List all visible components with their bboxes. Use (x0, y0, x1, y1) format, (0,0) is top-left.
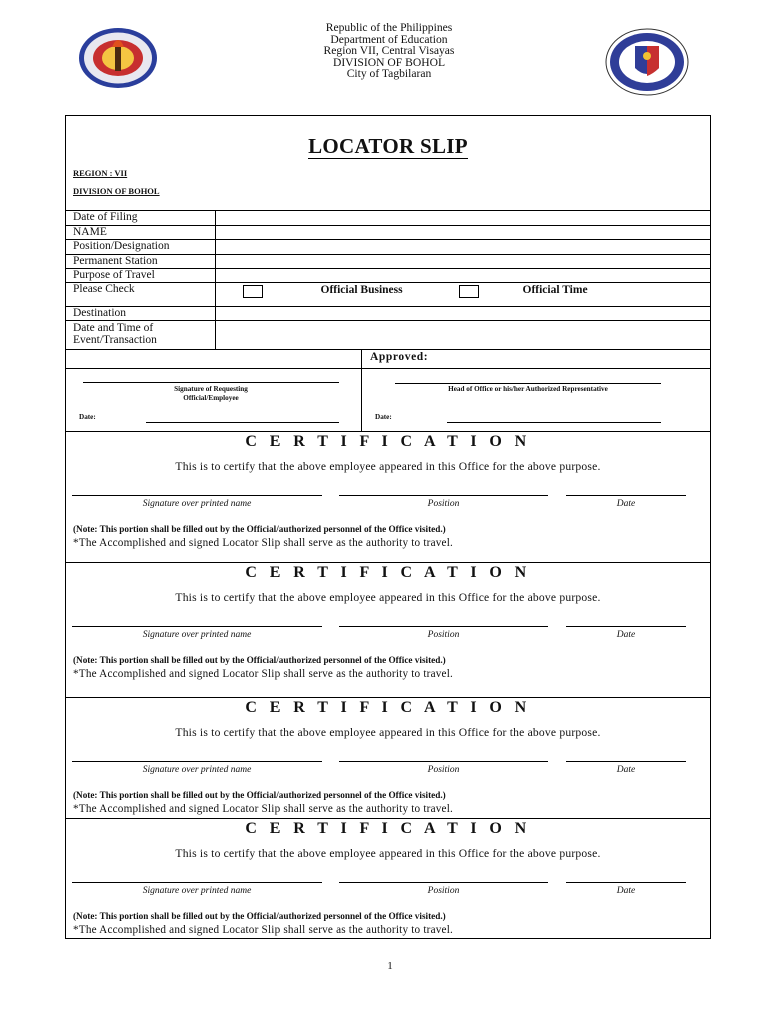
position-caption: Position (427, 630, 460, 640)
certification-section-3 (66, 698, 710, 818)
certification-title: C E R T I F I C A T I O N (245, 433, 531, 450)
header-line-division: DIVISION OF BOHOL (332, 55, 446, 69)
certification-section-2 (66, 563, 710, 697)
date-of-filing-label: Date of Filing (66, 211, 215, 226)
certification-note: (Note: This portion shall be filled out by the Official/authorized personnel of the Office visited.) (73, 911, 446, 921)
table-row (66, 307, 710, 321)
destination-label: Destination (66, 307, 215, 321)
header-line-department: Department of Education (330, 32, 448, 46)
division-label: DIVISION OF BOHOL (73, 186, 160, 196)
certification-text: This is to certify that the above employee appeared in this Office for the above purpose. (175, 847, 601, 860)
certification-section-1 (66, 432, 710, 562)
date-line[interactable] (566, 495, 686, 496)
authority-notice: *The Accomplished and signed Locator Slip shall serve as the authority to travel. (73, 668, 454, 680)
certification-section-4 (66, 819, 710, 939)
date-caption: Date (616, 630, 636, 640)
table-row (66, 283, 710, 307)
table-row (66, 255, 710, 269)
certification-title: C E R T I F I C A T I O N (245, 699, 531, 716)
authority-notice: *The Accomplished and signed Locator Slip shall serve as the authority to travel. (73, 537, 454, 549)
position-line[interactable] (339, 495, 548, 496)
certification-note: (Note: This portion shall be filled out by the Official/authorized personnel of the Office visited.) (73, 790, 446, 800)
requesting-signature-line[interactable] (83, 382, 339, 383)
position-caption: Position (427, 499, 460, 509)
date-of-filing-field[interactable] (215, 211, 710, 226)
signature-line[interactable] (72, 626, 322, 627)
position-line[interactable] (339, 626, 548, 627)
header-line-city: City of Tagbilaran (346, 67, 432, 81)
purpose-label: Purpose of Travel (66, 269, 215, 283)
permanent-station-label: Permanent Station (66, 255, 215, 269)
table-row (66, 269, 710, 283)
certification-title: C E R T I F I C A T I O N (245, 564, 531, 581)
authority-notice: *The Accomplished and signed Locator Slip shall serve as the authority to travel. (73, 803, 454, 815)
event-datetime-label: Date and Time of Event/Transaction (66, 321, 215, 349)
official-time-checkbox[interactable] (459, 285, 479, 298)
agency-header (250, 22, 528, 80)
date-line[interactable] (566, 626, 686, 627)
divider (361, 349, 362, 431)
date-caption: Date (616, 499, 636, 509)
signature-caption: Signature over printed name (142, 765, 252, 775)
position-line[interactable] (339, 761, 548, 762)
header-line-republic: Republic of the Philippines (325, 21, 453, 34)
signature-caption: Signature over printed name (142, 499, 252, 509)
please-check-label: Please Check (66, 283, 215, 307)
header-line-region: Region VII, Central Visayas (323, 44, 455, 58)
approval-date-line[interactable] (447, 422, 661, 423)
event-datetime-field[interactable] (215, 321, 710, 349)
requesting-date-label: Date: (79, 413, 96, 421)
purpose-field[interactable] (215, 269, 710, 283)
table-row (66, 226, 710, 240)
page-number: 1 (387, 960, 393, 972)
region-label: REGION : VII (73, 168, 128, 178)
destination-field[interactable] (215, 307, 710, 321)
requesting-signature-caption: Signature of Requesting Official/Employee (174, 385, 248, 402)
official-time-label: Official Time (522, 284, 588, 296)
date-line[interactable] (566, 882, 686, 883)
certification-text: This is to certify that the above employee appeared in this Office for the above purpose. (175, 460, 601, 473)
head-signature-line[interactable] (395, 383, 661, 384)
employee-info-table (66, 210, 710, 349)
table-row (66, 321, 710, 349)
official-business-checkbox[interactable] (243, 285, 263, 298)
signature-line[interactable] (72, 495, 322, 496)
certification-note: (Note: This portion shall be filled out by the Official/authorized personnel of the Office visited.) (73, 524, 446, 534)
signature-line[interactable] (72, 882, 322, 883)
table-row (66, 240, 710, 255)
signature-caption: Signature over printed name (142, 630, 252, 640)
requesting-date-line[interactable] (146, 422, 339, 423)
divider (66, 349, 710, 350)
date-caption: Date (616, 765, 636, 775)
letterhead (0, 22, 768, 92)
approved-label: Approved: (370, 351, 429, 363)
position-caption: Position (427, 886, 460, 896)
certification-title: C E R T I F I C A T I O N (245, 820, 531, 837)
date-caption: Date (616, 886, 636, 896)
official-business-label: Official Business (320, 284, 403, 296)
form-title: LOCATOR SLIP (308, 134, 468, 158)
signature-caption: Signature over printed name (142, 886, 252, 896)
approval-date-label: Date: (375, 413, 392, 421)
position-label: Position/Designation (66, 240, 215, 255)
divider (66, 368, 710, 369)
name-label: NAME (66, 226, 215, 240)
position-caption: Position (427, 765, 460, 775)
certification-text: This is to certify that the above employee appeared in this Office for the above purpose. (175, 591, 601, 604)
certification-note: (Note: This portion shall be filled out by the Official/authorized personnel of the Office visited.) (73, 655, 446, 665)
position-line[interactable] (339, 882, 548, 883)
certification-text: This is to certify that the above employee appeared in this Office for the above purpose. (175, 726, 601, 739)
table-row (66, 211, 710, 226)
date-line[interactable] (566, 761, 686, 762)
name-field[interactable] (215, 226, 710, 240)
authority-notice: *The Accomplished and signed Locator Slip shall serve as the authority to travel. (73, 924, 454, 936)
kagawaran-ng-edukasyon-seal-icon (605, 28, 689, 96)
head-of-office-caption: Head of Office or his/her Authorized Representative (448, 385, 608, 393)
locator-slip-form (65, 115, 711, 939)
division-of-bohol-seal-icon (78, 27, 158, 89)
permanent-station-field[interactable] (215, 255, 710, 269)
position-field[interactable] (215, 240, 710, 255)
signature-line[interactable] (72, 761, 322, 762)
travel-type-options (216, 283, 711, 306)
